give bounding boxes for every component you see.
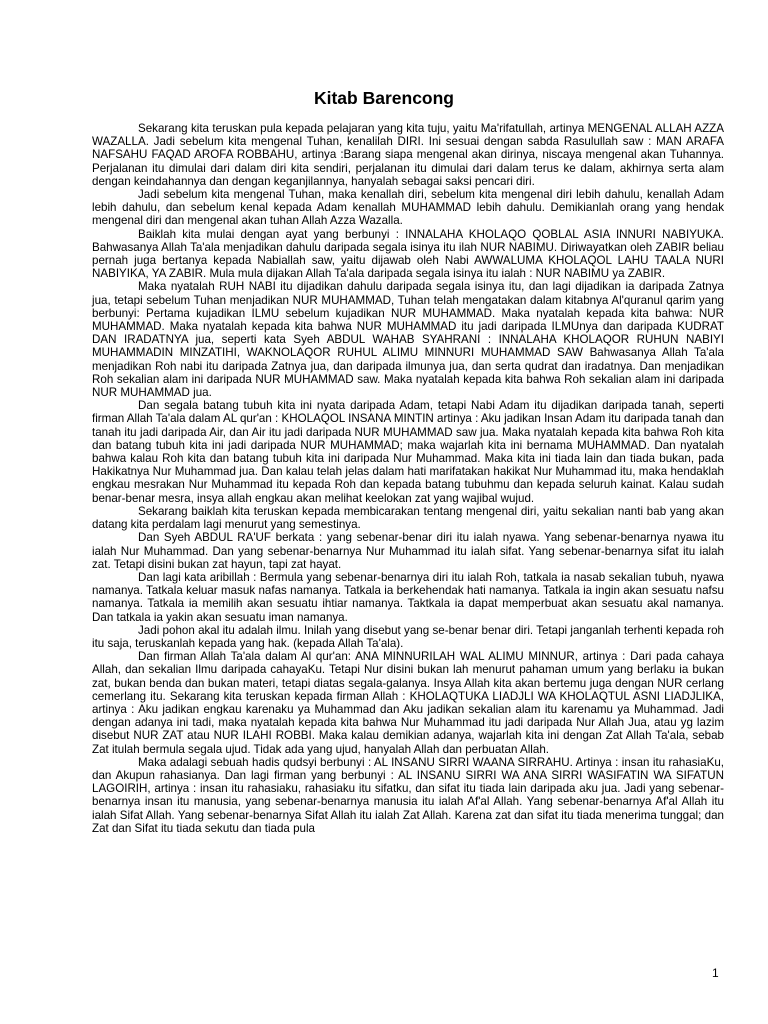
paragraph: Jadi sebelum kita mengenal Tuhan, maka kenallah diri, sebelum kita mengenal diri lebih dahulu, kenallah Adam lebih dahulu, dan sebelum kenal kepada Adam kenallah MUHAMMAD lebih dahulu. Demikianlah orang yang hendak mengenal diri dan mengenal akan tuhan Allah Azza Wazalla. bbox=[92, 188, 724, 228]
paragraph: Dan segala batang tubuh kita ini nyata daripada Adam, tetapi Nabi Adam itu dijadikan daripada tanah, seperti firman Allah Ta'ala dalam AL qur'an : KHOLAQOL INSANA MINTIN artinya : Aku jadikan Insan Adam itu daripada tanah dan tanah itu jadi daripada Air, dan Air itu jadi daripada NUR MUHAMMAD saw jua. Maka nyatalah kepada kita bahwa Roh kita dan batang tubuh kita ini jadi daripada NUR MUHAMMAD; maka wajarlah kita ini bernama MUHAMMAD. Dan nyatalah bahwa kalau Roh kita dan batang tubuh kita ini daripada Nur Muhammad. Maka kita ini tiada lain dan tiada bukan, pada Hakikatnya Nur Muhammad jua. Dan kalau telah jelas dalam hati marifatakan hakikat Nur Muhammad itu, maka hendaklah engkau mesrakan Nur Muhammad itu kepada Roh dan kepada batang tubuhmu dan kepada seluruh kainat. Kalau sudah benar-benar mesra, insya allah engkau akan melihat keelokan zat yang wajibal wujud. bbox=[92, 399, 724, 505]
paragraph: Dan firman Allah Ta'ala dalam Al qur'an: ANA MINNURILAH WAL ALIMU MINNUR, artinya : Dari pada cahaya Allah, dan sekalian Ilmu daripada cahayaKu. Tetapi Nur disini bukan lah menurut pahaman umum yang berlaku ia bukan zat, bukan benda dan bukan materi, tetapi diatas segala-galanya. Insya Allah kita akan bertemu juga dengan NUR cerlang cemerlang itu. Sekarang kita teruskan kepada firman Allah : KHOLAQTUKA LIADJLI WA KHOLAQTUL ASNI LIADJLIKA, artinya : Aku jadikan engkau karenaku ya Muhammad dan Aku jadikan sekalian alam itu karenamu ya Muhammad. Jadi dengan adanya ini tadi, maka nyatalah kepada kita bahwa Nur Muhammad itu jadi daripada Nur Allah Jua, atau yg lazim disebut NUR ZAT atau NUR ILAHI ROBBI. Maka kalau demikian adanya, wajarlah kita ini dengan Zat Allah Ta'ala, sebab Zat itulah bermula segala ujud. Tidak ada yang ujud, hanyalah Allah dan perbuatan Allah. bbox=[92, 650, 724, 756]
paragraph: Maka nyatalah RUH NABI itu dijadikan dahulu daripada segala isinya itu, dan lagi dijadikan ia daripada Zatnya jua, tetapi sebelum Tuhan menjadikan NUR MUHAMMAD, Tuhan telah mengatakan dalam kitabnya Al'quranul qarim yang berbunyi: Pertama kujadikan ILMU sebelum kujadikan NUR MUHAMMAD. Maka nyatalah kepada kita bahwa: NUR MUHAMMAD. Maka nyatalah kepada kita bahwa NUR MUHAMMAD itu jadi daripada ILMUnya dan daripada KUDRAT DAN IRADATNYA jua, seperti kata Syeh ABDUL WAHAB SYAHRANI : INNALAHA KHOLAQOR RUHUN NABIYI MUHAMMADIN MINZATIHI, WAKNOLAQOR RUHUL ALIMU MINNURI MUHAMMAD SAW Bahwasanya Allah Ta'ala menjadikan Roh nabi itu daripada Zatnya jua, dan daripada ilmunya jua, dan serta qudrat dan iradatnya. Dan menjadikan Roh sekalian alam ini daripada NUR MUHAMMAD saw. Maka nyatalah kepada kita bahwa Roh sekalian alam ini daripada NUR MUHAMMAD jua. bbox=[92, 280, 724, 400]
paragraph: Dan Syeh ABDUL RA'UF berkata : yang sebenar-benar diri itu ialah nyawa. Yang sebenar-benarnya nyawa itu ialah Nur Muhammad. Dan yang sebenar-benarnya Nur Muhammad itu ialah sifat. Yang sebenar-benarnya sifat itu ialah zat. Tetapi disini bukan zat hayun, tapi zat hayat. bbox=[92, 531, 724, 571]
page-number: 1 bbox=[712, 966, 719, 980]
document-body bbox=[92, 122, 724, 835]
paragraph: Baiklah kita mulai dengan ayat yang berbunyi : INNALAHA KHOLAQO QOBLAL ASIA INNURI NABIYUKA. Bahwasanya Allah Ta'ala menjadikan dahulu daripada segala isinya itu ilah NUR NABIMU. Diriwayatkan oleh ZABIR beliau pernah juga bertanya kepada Nabiallah saw, yaitu dijawab oleh Nabi AWWALUMA KHOLAQOL LAHU TAALA NURI NABIYIKA, YA ZABIR. Mula mula dijakan Allah Ta'ala daripada segala isinya itu ialah : NUR NABIMU ya ZABIR. bbox=[92, 227, 724, 281]
paragraph: Sekarang kita teruskan pula kepada pelajaran yang kita tuju, yaitu Ma'rifatullah, artinya MENGENAL ALLAH AZZA WAZALLA. Jadi sebelum kita mengenal Tuhan, kenalilah DIRI. Ini sesuai dengan sabda Rasulullah saw : MAN ARAFA NAFSAHU FAQAD AROFA ROBBAHU, artinya :Barang siapa mengenal akan dirinya, niscaya mengenal akan Tuhannya. Perjalanan itu dimulai dari dalam diri kita sendiri, perjalanan itu dimulai dari dalam terus ke dalam, akhirnya serta alam dengan keindahannya dan dengan keganjilannya, hanyalah sebagai saksi pencari diri. bbox=[92, 122, 724, 188]
paragraph: Jadi pohon akal itu adalah ilmu. Inilah yang disebut yang se-benar benar diri. Tetapi janganlah terhenti kepada roh itu saja, teruskanlah kepada yang hak. (kepada Allah Ta'ala). bbox=[92, 623, 724, 650]
paragraph: Sekarang baiklah kita teruskan kepada membicarakan tentang mengenal diri, yaitu sekalian nanti bab yang akan datang kita perdalam lagi menurut yang semestinya. bbox=[92, 504, 724, 532]
paragraph: Dan lagi kata aribillah : Bermula yang sebenar-benarnya diri itu ialah Roh, tatkala ia nasab sekalian tubuh, nyawa namanya. Tatkala keluar masuk nafas namanya. Tatkala ia berkehendak hati namanya. Tatkala ia ingin akan sesuatu nafsu namanya. Tatkala ia memilih akan sesuatu ihtiar namanya. Taktkala ia dapat memperbuat akan sesuatu akal namanya. Dan tatkala ia yakin akan sesuatu iman namanya. bbox=[92, 570, 724, 624]
paragraph: Maka adalagi sebuah hadis qudsyi berbunyi : AL INSANU SIRRI WAANA SIRRAHU. Artinya : insan itu rahasiaKu, dan Akupun rahasianya. Dan lagi firman yang berbunyi : AL INSANU SIRRI WA ANA SIRRI WASIFATIN WA SIFATUN LAGOIRIH, artinya : insan itu rahasiaku, rahasiaku itu sifatku, dan sifat itu tiada lain daripada aku jua. Jadi yang sebenar-benarnya insan itu manusia, yang sebenar-benarnya manusia itu ialah Af'al Allah. Yang sebenar-benarnya Af'al Allah itu ialah Sifat Allah. Yang sebenar-benarnya Sifat Allah itu ialah Zat Allah. Karena zat dan sifat itu tiada menerima tunggal; dan Zat dan Sifat itu tiada sekutu dan tiada pula bbox=[92, 755, 724, 835]
document-title: Kitab Barencong bbox=[313, 88, 455, 108]
